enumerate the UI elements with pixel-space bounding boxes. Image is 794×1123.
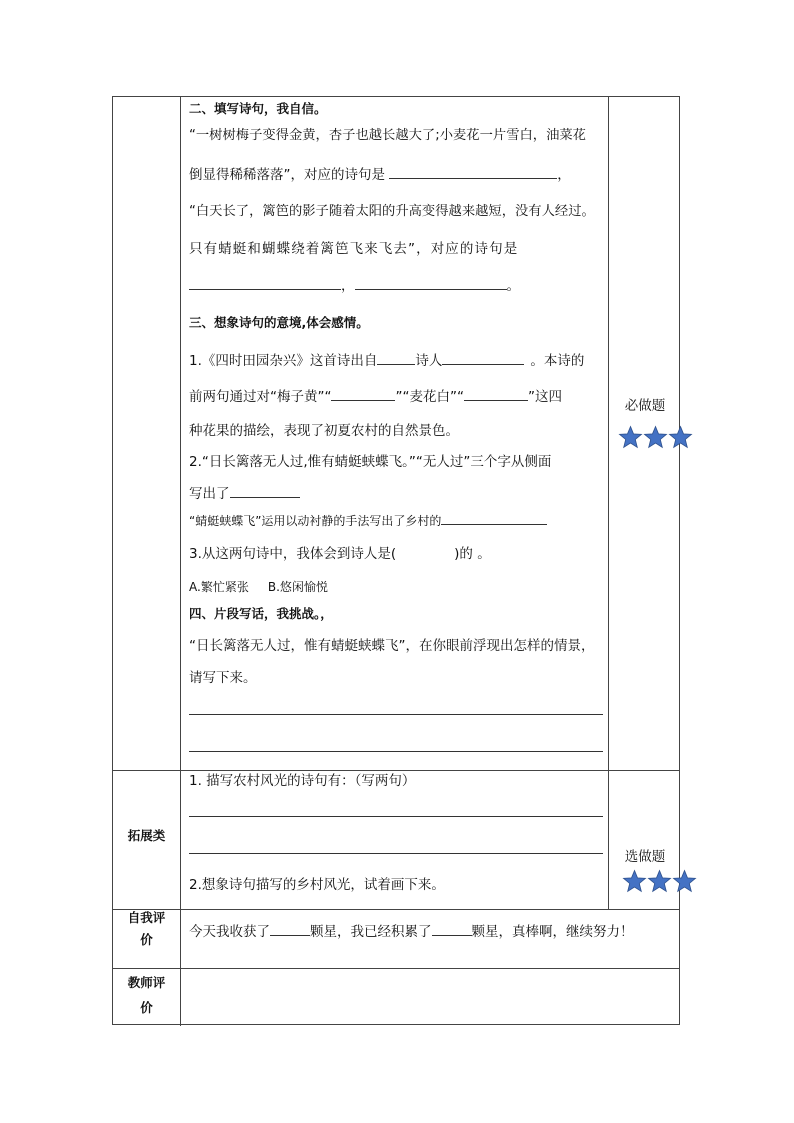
section4-heading: 四、片段写话，我挑战。， (189, 606, 333, 621)
item3-text-b: )的 。 (454, 546, 491, 562)
q2-comma: ， (341, 278, 355, 294)
section3-item2-line2 (189, 484, 300, 503)
teacher-eval-label (113, 974, 180, 1017)
star-icon (643, 425, 668, 450)
q2-answer-blank-1[interactable] (189, 276, 341, 290)
item2-blank-village[interactable] (441, 511, 547, 525)
section4-line1: “日长篱落无人过，惟有蜻蜓蛱蝶飞”，在你眼前浮现出怎样的情景， (189, 638, 595, 654)
required-label: 必做题 (624, 398, 666, 414)
item1-line2-b: ”“麦花白”“ (395, 389, 464, 405)
q1-prompt: 倒显得稀稀落落”，对应的诗句是 (189, 167, 385, 183)
q1-end: ， (557, 167, 571, 183)
section2-heading: 二、填写诗句，我自信。 (189, 101, 327, 116)
section4-writing-line-2[interactable] (189, 751, 603, 752)
row-divider-2 (113, 909, 679, 910)
self-eval-label (113, 909, 180, 949)
section3-options: A.繁忙紧张 B.悠闲愉悦 (189, 580, 328, 594)
self-eval-text-b: 颗星，我已经积累了 (310, 924, 432, 940)
q1-answer-blank[interactable] (389, 165, 557, 179)
item1-line2-c: ”这四 (527, 389, 562, 405)
section3-heading: 三、想象诗句的意境,体会感情。 (189, 315, 369, 330)
q2-answer-blank-2[interactable] (355, 276, 507, 290)
self-eval-label-line1: 自我评 (127, 910, 166, 925)
row-divider-1 (113, 770, 679, 771)
self-eval-label-line2: 价 (140, 932, 153, 947)
section3-item1-line1 (189, 351, 584, 370)
q2-period: 。 (506, 278, 520, 294)
item1-blank-poet[interactable] (442, 351, 524, 365)
item1-blank-fruit2[interactable] (464, 387, 528, 401)
col-divider-left (180, 97, 181, 1026)
stars-total-blank[interactable] (432, 922, 472, 936)
optional-stars (622, 869, 697, 894)
extension-item2: 2.想象诗句描写的乡村风光，试着画下来。 (189, 877, 445, 893)
section4-writing-line-1[interactable] (189, 714, 603, 715)
item3-text-a: 3.从这两句诗中，我体会到诗人是( (189, 546, 397, 562)
extension-writing-line-2[interactable] (189, 853, 603, 854)
star-icon (622, 869, 647, 894)
extension-writing-line-1[interactable] (189, 816, 603, 817)
star-icon (672, 869, 697, 894)
self-eval-text-c: 颗星，真棒啊，继续努力！ (471, 924, 634, 940)
teacher-eval-label-line2: 价 (140, 1000, 153, 1015)
stars-today-blank[interactable] (270, 922, 310, 936)
section3-item1-line3: 种花果的描绘，表现了初夏农村的自然景色。 (189, 423, 459, 439)
extension-row-label: 拓展类 (127, 828, 166, 843)
section2-q2-answer-line (189, 276, 520, 295)
item1-blank-dynasty[interactable] (377, 351, 415, 365)
item2-blank-side[interactable] (230, 484, 300, 498)
item1-text-b: 诗人 (415, 353, 443, 369)
star-icon (618, 425, 643, 450)
section3-item1-line2 (189, 387, 562, 406)
optional-label: 选做题 (624, 849, 666, 865)
section2-q1-line2 (189, 165, 571, 184)
section3-item2-line1: 2.“日长篱落无人过,惟有蜻蜓蛱蝶飞。”“无人过”三个字从侧面 (189, 454, 552, 470)
item1-text-c: 。本诗的 (530, 353, 585, 369)
item1-blank-fruit1[interactable] (331, 387, 395, 401)
star-icon (668, 425, 693, 450)
self-eval-text (189, 922, 634, 941)
star-icon (647, 869, 672, 894)
extension-item1: 1. 描写农村风光的诗句有：（写两句） (189, 773, 416, 789)
teacher-eval-label-line1: 教师评 (127, 975, 166, 990)
section2-q1-line1: “一树树梅子变得金黄，杏子也越长越大了;小麦花一片雪白，油菜花 (189, 128, 586, 143)
self-eval-text-a: 今天我收获了 (189, 924, 270, 940)
section3-item3 (189, 545, 491, 563)
item2-text: 写出了 (189, 486, 230, 502)
item1-line2-a: 前两句通过对“梅子黄”“ (189, 389, 332, 405)
item1-text-a: 1.《四时田园杂兴》这首诗出自 (189, 353, 378, 369)
worksheet-table (112, 96, 680, 1025)
required-stars (618, 425, 693, 450)
item2-line3-text: “蜻蜓蛱蝶飞”运用以动衬静的手法写出了乡村的 (189, 514, 442, 528)
section4-line2: 请写下来。 (189, 670, 257, 686)
section2-q2-line2: 只有蜻蜓和蝴蝶绕着篱笆飞来飞去”，对应的诗句是 (189, 241, 519, 257)
section3-item2-line3 (189, 511, 547, 530)
col-divider-right (608, 97, 609, 909)
section2-q2-line1: “白天长了，篱笆的影子随着太阳的升高变得越来越短，没有人经过。 (189, 204, 595, 219)
teacher-eval-field[interactable] (181, 969, 679, 1024)
